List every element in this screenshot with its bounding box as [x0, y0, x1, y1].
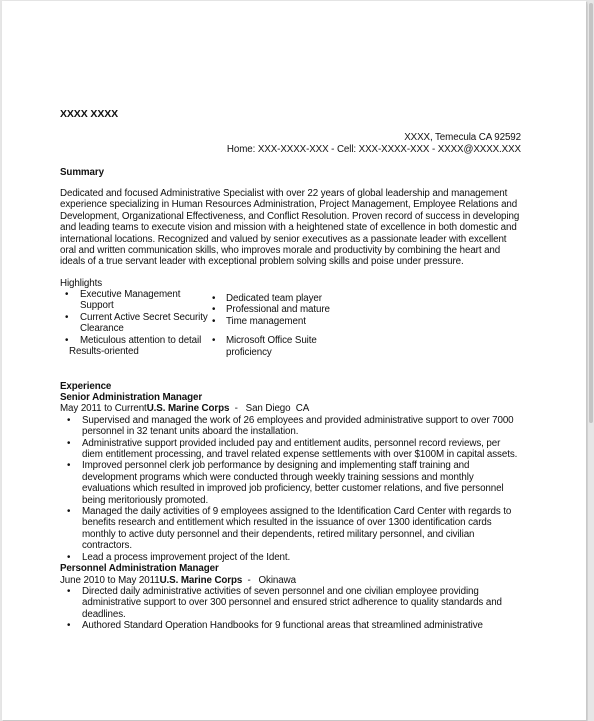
highlight-item-trailing: Results-oriented	[69, 346, 139, 358]
job-bullet: • Improved personnel clerk job performance by designing and implementing staff training and development programs which were conducted through weekly training sessions and monthly evaluations which resulted in improved job proficiency, better customer relations, and five personnel being meritoriously promoted.	[60, 460, 522, 506]
job-meta	[60, 403, 522, 414]
job-bullet: • Lead a process improvement project of the Ident.	[60, 552, 522, 563]
highlight-item: • Dedicated team player	[210, 293, 335, 304]
contact-phones-email: Home: XXX-XXXX-XXX - Cell: XXX-XXXX-XXX - XXXX@XXXX.XXX	[226, 144, 521, 155]
highlight-item: • Current Active Secret Security Clearance	[60, 312, 210, 335]
job-bullets	[60, 415, 522, 563]
job-bullet: • Authored Standard Operation Handbooks for 9 functional areas that streamlined administrative	[60, 620, 522, 631]
job-dates: June 2010 to May 2011	[60, 574, 160, 586]
highlight-item: • Time management	[210, 316, 335, 327]
highlights-heading: Highlights	[60, 278, 103, 289]
job-bullet: • Administrative support provided included pay and entitlement audits, personnel record reviews, per diem entitlement processing, and travel related expense settlements with over $100M in capital assets.	[60, 438, 522, 461]
job-bullet: • Directed daily administrative activities of seven personnel and one civilian employee providing administrative support to over 300 personnel and ensured strict adherence to quality standards and deadlines.	[60, 586, 522, 620]
highlight-item: • Meticulous attention to detail	[60, 335, 210, 346]
experience-list	[60, 392, 522, 632]
highlight-item: • Executive Management Support	[60, 289, 210, 312]
job-title: Senior Administration Manager	[60, 392, 203, 403]
experience-heading: Experience	[60, 381, 112, 392]
job-dates: May 2011 to Current	[60, 403, 147, 415]
job-bullet: • Managed the daily activities of 9 employees assigned to the Identification Card Center with regards to benefits research and entitlement which resulted in the issuance of over 1300 identification cards monthly to active duty personnel and their dependents, retired military personnel, and civilian contractors.	[60, 506, 522, 552]
job-company: U.S. Marine Corps	[146, 403, 230, 415]
resume-name: XXXX XXXX	[60, 108, 119, 120]
document-page	[2, 1, 586, 720]
job-bullet: • Supervised and managed the work of 26 employees and provided administrative support to over 7000 personnel in 32 tenant units aboard the installation.	[60, 415, 522, 438]
vertical-scrollbar[interactable]	[588, 0, 594, 721]
contact-address: XXXX, Temecula CA 92592	[404, 132, 521, 143]
summary-paragraph: Dedicated and focused Administrative Specialist with over 22 years of global leadership and management experience specializing in Human Resources Administration, Project Management, Employee Relations and Development, Organizational Effectiveness, and Conflict Resolution. Proven record of success in developing and leading teams to execute vision and mission with a heightened state of excellence in both domestic and international locations. Recognized and valued by senior executives as a passionate leader with excellent oral and written communication skills, who improves morale and productivity by combining the heart and ideals of a true servant leader with exceptional problem solving skills and poise under pressure.	[60, 188, 520, 268]
highlight-item: • Microsoft Office Suite proficiency	[210, 335, 335, 358]
job-entry	[60, 563, 522, 631]
job-location: - Okinawa	[242, 574, 296, 586]
highlights-column-2	[210, 293, 335, 358]
job-location: - San Diego CA	[229, 403, 310, 415]
job-title: Personnel Administration Manager	[60, 563, 219, 575]
job-entry	[60, 392, 522, 563]
contact-info	[227, 132, 521, 156]
summary-heading: Summary	[60, 167, 104, 178]
scrollbar-thumb[interactable]	[589, 3, 593, 423]
job-company: U.S. Marine Corps	[159, 574, 243, 586]
highlight-item: • Professional and mature	[210, 304, 335, 315]
highlights-column-1	[60, 289, 210, 357]
highlights-section	[60, 278, 360, 358]
job-bullets	[60, 586, 522, 632]
job-meta	[60, 575, 522, 586]
